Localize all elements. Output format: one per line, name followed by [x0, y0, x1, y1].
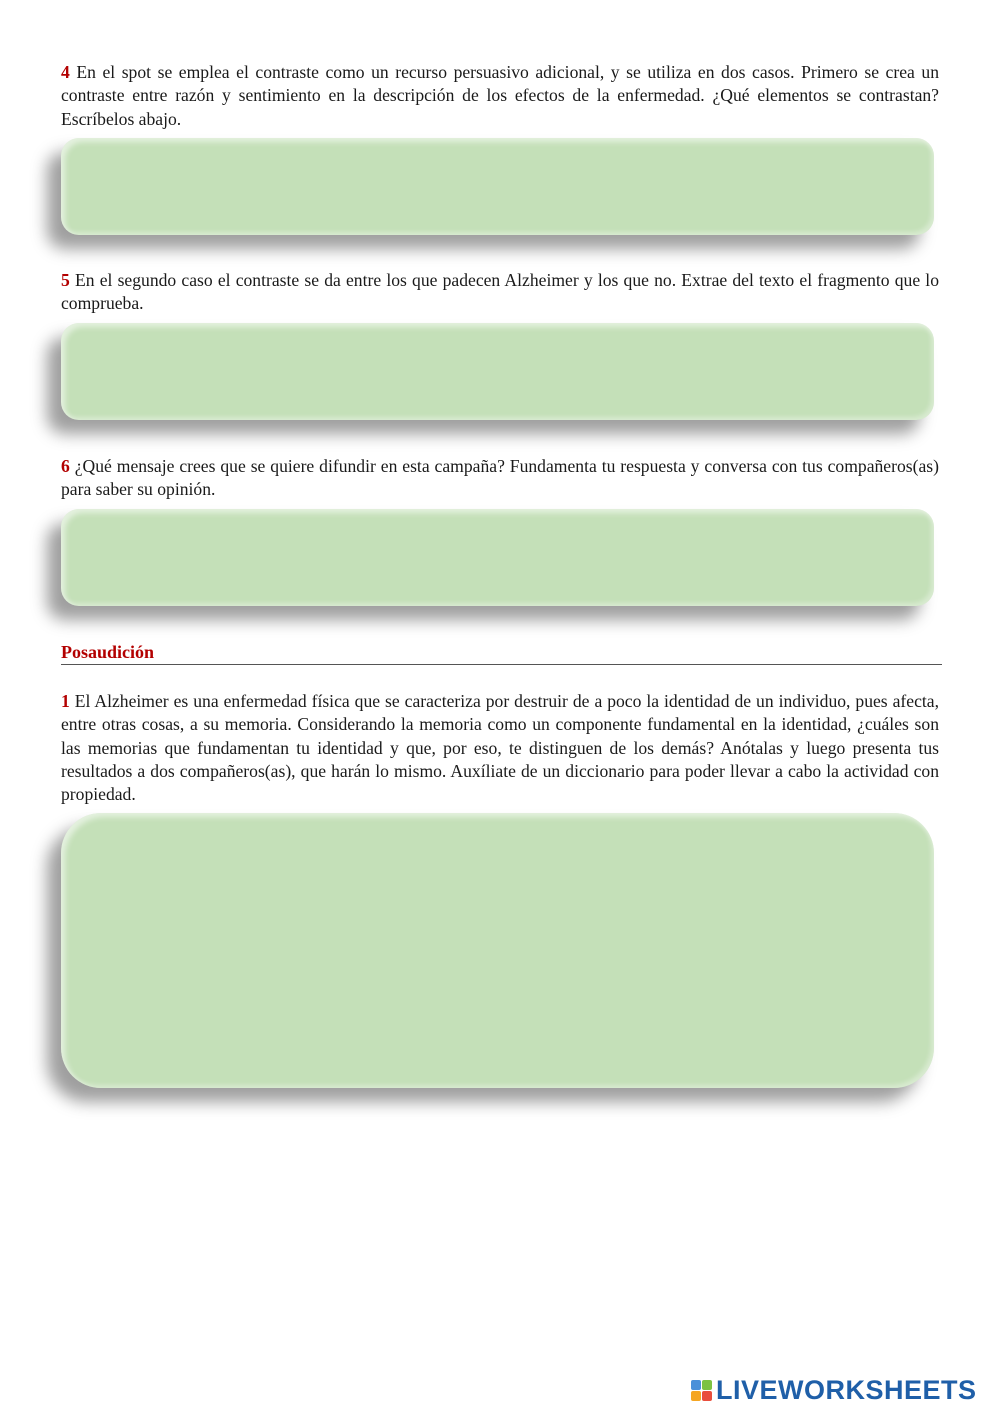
liveworksheets-logo: [691, 1375, 977, 1405]
question-6: [61, 455, 939, 502]
question-text: En el segundo caso el contraste se da entre los que padecen Alzheimer y los que no. Extrae del texto el fragmento que lo comprueba.: [61, 270, 939, 314]
question-number: 5: [61, 270, 70, 290]
answer-box-question-4[interactable]: [61, 138, 934, 235]
logo-mark-icon: [691, 1380, 712, 1401]
question-text: El Alzheimer es una enfermedad física que se caracteriza por destruir de a poco la identidad de un individuo, pues afecta, entre otras cosas, a su memoria. Considerando la memoria como un componente fundamental en la identidad, ¿cuáles son las memorias que fundamentan tu identidad y que, por eso, te distinguen de los demás? Anótalas y luego presenta tus resultados a dos compañeros(as), que harán lo mismo. Auxíliate de un diccionario para poder llevar a cabo la actividad con propiedad.: [61, 691, 939, 805]
question-4: [61, 61, 939, 131]
logo-text: LIVEWORKSHEETS: [716, 1374, 977, 1405]
answer-box-question-5[interactable]: [61, 323, 934, 420]
question-text: ¿Qué mensaje crees que se quiere difundir en esta campaña? Fundamenta tu respuesta y conversa con tus compañeros(as) para saber su opinión.: [61, 456, 939, 500]
question-number: 4: [61, 62, 70, 82]
question-number: 1: [61, 691, 70, 711]
question-text: En el spot se emplea el contraste como un recurso persuasivo adicional, y se utiliza en dos casos. Primero se crea un contraste entre razón y sentimiento en la descripción de los efectos de la enfermedad. ¿Qué elementos se contrastan? Escríbelos abajo.: [61, 62, 939, 129]
answer-box-posaudicion-1[interactable]: [61, 813, 934, 1088]
question-number: 6: [61, 456, 70, 476]
section-divider: [61, 664, 942, 665]
section-title: Posaudición: [61, 642, 155, 662]
posaudicion-question-1: [61, 690, 939, 806]
answer-box-question-6[interactable]: [61, 509, 934, 606]
question-5: [61, 269, 939, 316]
